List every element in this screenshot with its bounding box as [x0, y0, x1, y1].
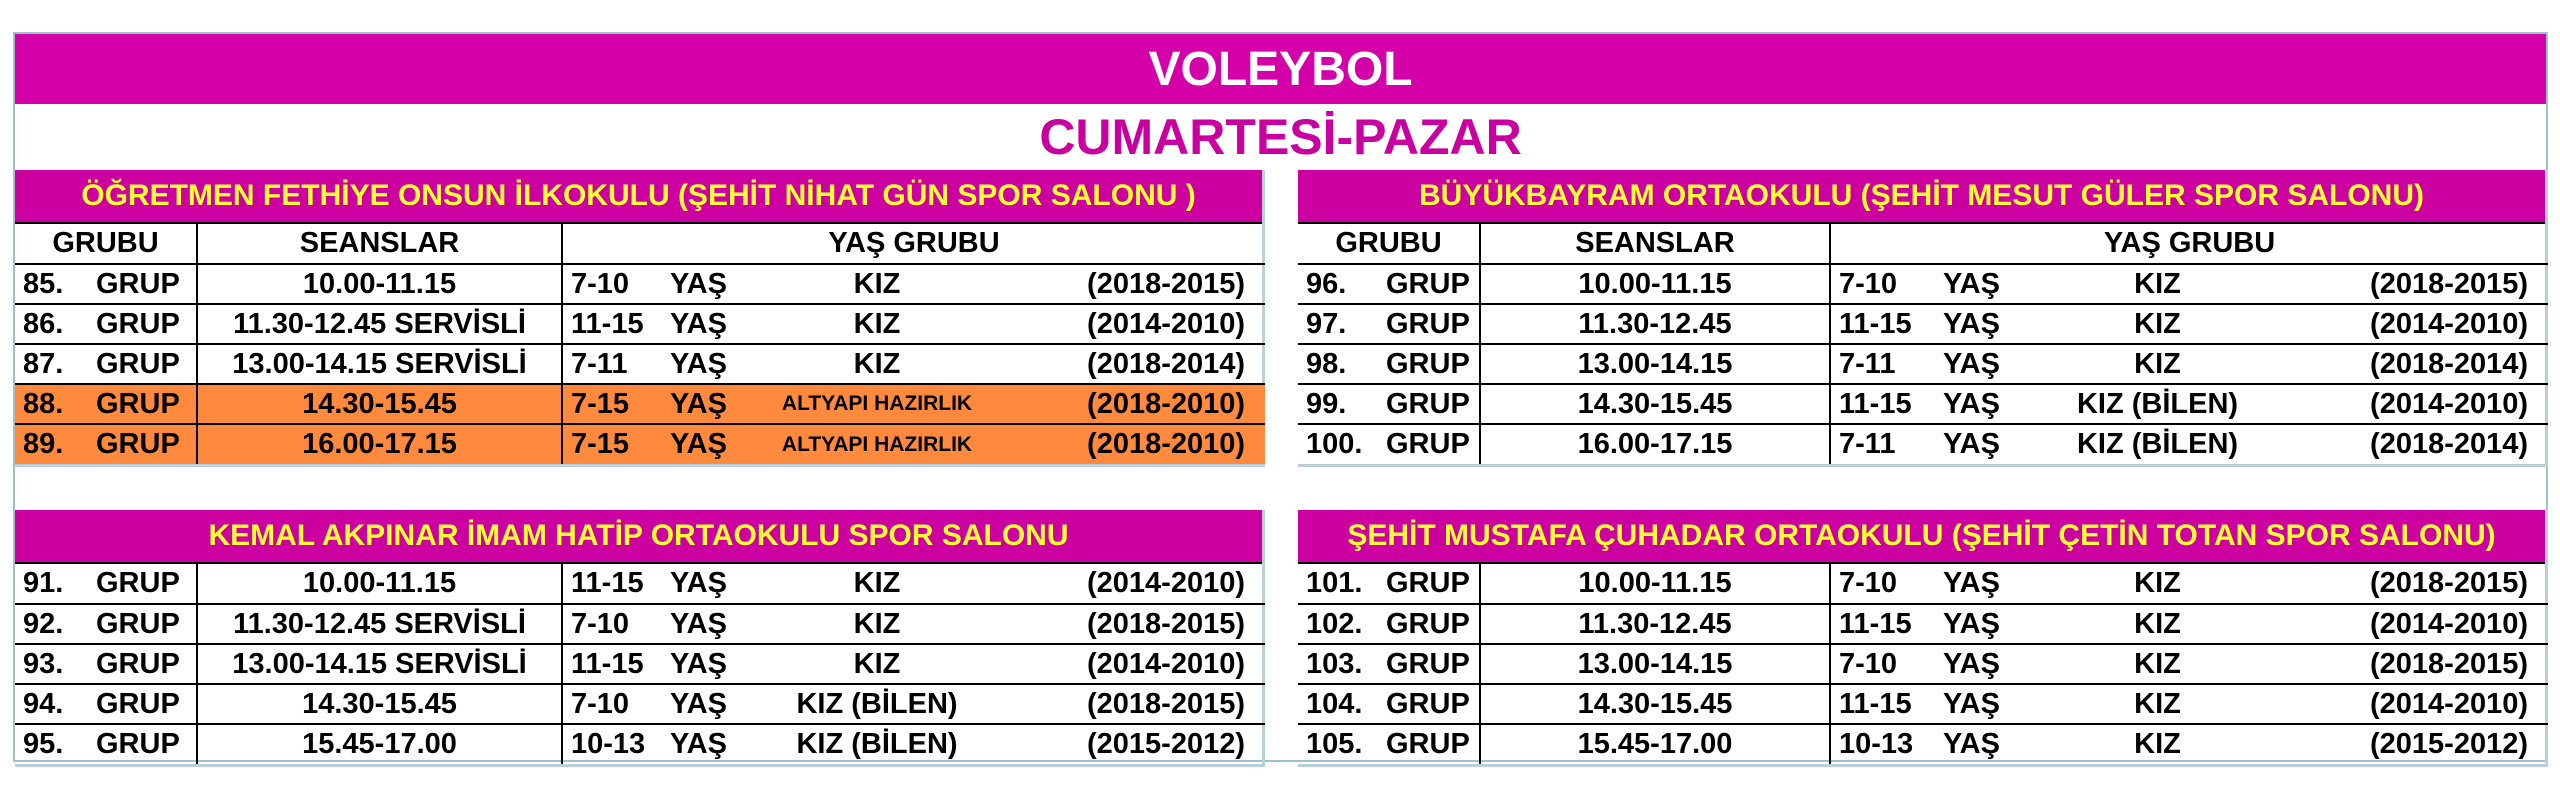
group-label: GRUP: [1378, 264, 1480, 304]
group-number: 92.: [15, 604, 88, 644]
age-label: YAŞ: [662, 684, 752, 724]
age-range: 11-15: [562, 644, 662, 684]
table-row: [15, 684, 1265, 724]
session-time: 11.30-12.45 SERVİSLİ: [197, 604, 562, 644]
schedule-table: [1298, 224, 2548, 464]
age-label: YAŞ: [1935, 564, 2030, 604]
table-row: [15, 604, 1265, 644]
age-label: YAŞ: [662, 304, 752, 344]
age-label: YAŞ: [662, 384, 752, 424]
session-time: 15.45-17.00: [197, 724, 562, 764]
group-label: GRUP: [1378, 424, 1480, 464]
age-range: 7-11: [1830, 344, 1935, 384]
age-range: 7-10: [1830, 564, 1935, 604]
group-label: GRUP: [1378, 344, 1480, 384]
birth-years: (2018-2010): [1002, 384, 1265, 424]
gender-category: KIZ: [752, 264, 1002, 304]
session-time: 15.45-17.00: [1480, 724, 1830, 764]
table-header-row: [15, 224, 1265, 264]
birth-years: (2014-2010): [1002, 304, 1265, 344]
birth-years: (2014-2010): [1002, 564, 1265, 604]
birth-years: (2018-2015): [2285, 644, 2548, 684]
session-time: 10.00-11.15: [1480, 564, 1830, 604]
birth-years: (2018-2015): [1002, 684, 1265, 724]
birth-years: (2015-2012): [2370, 728, 2528, 760]
panel-title: BÜYÜKBAYRAM ORTAOKULU (ŞEHİT MESUT GÜLER SPOR SALONU): [1298, 170, 2545, 224]
birth-years: (2018-2015): [1002, 264, 1265, 304]
header-yas-grubu: YAŞ GRUBU: [1830, 224, 2548, 264]
session-time: 16.00-17.15: [1480, 424, 1830, 464]
table-row: [1298, 264, 2548, 304]
header-grubu: GRUBU: [15, 224, 197, 264]
gender-category: KIZ (BİLEN): [796, 728, 958, 760]
age-range: 11-15: [562, 564, 662, 604]
group-label: GRUP: [88, 384, 197, 424]
group-label: GRUP: [88, 604, 197, 644]
group-label: GRUP: [1378, 384, 1480, 424]
group-label: GRUP: [88, 724, 197, 764]
table-row: [1298, 304, 2548, 344]
session-time: 14.30-15.45: [1480, 384, 1830, 424]
group-label: GRUP: [88, 644, 197, 684]
gender-category: KIZ: [2030, 684, 2285, 724]
gender-category: KIZ: [752, 344, 1002, 384]
group-number: 101.: [1298, 564, 1378, 604]
age-label: YAŞ: [1935, 344, 2030, 384]
age-range: 11-15: [1830, 384, 1935, 424]
birth-years: (2018-2014): [1002, 344, 1265, 384]
panel-title: ÖĞRETMEN FETHİYE ONSUN İLKOKULU (ŞEHİT NİHAT GÜN SPOR SALONU ): [15, 170, 1262, 224]
age-label: YAŞ: [1935, 304, 2030, 344]
panel-buyukbayram: [1298, 170, 2548, 467]
group-number: 85.: [15, 264, 88, 304]
gender-category: KIZ (BİLEN): [752, 684, 1002, 724]
page-subtitle: CUMARTESİ-PAZAR: [15, 106, 2546, 168]
table-row-highlighted: [15, 384, 1265, 424]
schedule-table: [15, 224, 1265, 464]
group-number: 89.: [15, 424, 88, 464]
group-number: 96.: [1298, 264, 1378, 304]
gender-category: KIZ: [752, 604, 1002, 644]
gender-category: ALTYAPI HAZIRLIK: [752, 424, 1002, 464]
gender-category: KIZ: [2030, 644, 2285, 684]
group-label: GRUP: [1378, 564, 1480, 604]
group-number: 87.: [15, 344, 88, 384]
session-time: 13.00-14.15: [1480, 344, 1830, 384]
header-seanslar: SEANSLAR: [197, 224, 562, 264]
group-label: GRUP: [88, 684, 197, 724]
age-label: YAŞ: [1935, 264, 2030, 304]
birth-years: (2015-2012): [1087, 728, 1245, 760]
age-range: 7-10: [562, 684, 662, 724]
age-range: 7-11: [1839, 428, 1896, 460]
group-number: 102.: [1298, 604, 1378, 644]
table-row: [1298, 424, 2548, 464]
age-range: 11-15: [1830, 684, 1935, 724]
birth-years: (2018-2015): [2285, 564, 2548, 604]
group-number: 98.: [1298, 344, 1378, 384]
age-label: YAŞ: [1935, 644, 2030, 684]
session-time: 11.30-12.45: [1480, 304, 1830, 344]
age-label: YAŞ: [662, 604, 752, 644]
group-number: 94.: [15, 684, 88, 724]
gender-category: KIZ: [752, 304, 1002, 344]
group-number: 93.: [15, 644, 88, 684]
age-range: 7-15: [562, 424, 662, 464]
group-number: 99.: [1298, 384, 1378, 424]
gender-category: KIZ (BİLEN): [2030, 384, 2285, 424]
age-range: 11-15: [1830, 304, 1935, 344]
age-range: 7-10: [562, 264, 662, 304]
session-time: 14.30-15.45: [197, 384, 562, 424]
group-number: 91.: [15, 564, 88, 604]
group-number: 86.: [15, 304, 88, 344]
birth-years: (2014-2010): [2285, 304, 2548, 344]
session-time: 10.00-11.15: [1480, 264, 1830, 304]
table-row: [1298, 344, 2548, 384]
table-row: [15, 644, 1265, 684]
schedule-table: [1298, 564, 2548, 764]
birth-years: (2018-2015): [2285, 264, 2548, 304]
group-label: GRUP: [88, 264, 197, 304]
panel-kemal-akpinar: [15, 510, 1265, 767]
birth-years: (2014-2010): [1002, 644, 1265, 684]
gender-category: KIZ: [752, 644, 1002, 684]
age-range: 10-13: [571, 728, 646, 760]
group-number: 97.: [1298, 304, 1378, 344]
group-label: GRUP: [1378, 724, 1480, 764]
age-label: YAŞ: [1935, 384, 2030, 424]
table-row: [1298, 684, 2548, 724]
session-time: 11.30-12.45 SERVİSLİ: [197, 304, 562, 344]
session-time: 13.00-14.15: [1480, 644, 1830, 684]
table-row: [15, 724, 1265, 764]
group-label: GRUP: [1378, 684, 1480, 724]
birth-years: (2014-2010): [2285, 384, 2548, 424]
age-label: YAŞ: [662, 564, 752, 604]
group-number: 105.: [1306, 728, 1363, 760]
gender-category: KIZ: [2030, 564, 2285, 604]
age-label: YAŞ: [662, 424, 752, 464]
group-label: GRUP: [1378, 604, 1480, 644]
session-time: 14.30-15.45: [197, 684, 562, 724]
session-time: 10.00-11.15: [197, 264, 562, 304]
table-row-highlighted: [15, 424, 1265, 464]
table-row: [15, 264, 1265, 304]
birth-years: (2014-2010): [2285, 604, 2548, 644]
group-label: GRUP: [1378, 644, 1480, 684]
group-number: 100.: [1306, 428, 1363, 460]
header-grubu: GRUBU: [1298, 224, 1480, 264]
age-label: YAŞ: [1935, 604, 2030, 644]
group-number: 103.: [1298, 644, 1378, 684]
group-label: GRUP: [1378, 304, 1480, 344]
group-label: GRUP: [88, 344, 197, 384]
gender-category: ALTYAPI HAZIRLIK: [752, 384, 1002, 424]
table-row: [1298, 604, 2548, 644]
age-label: YAŞ: [1935, 684, 2030, 724]
group-number: 104.: [1298, 684, 1378, 724]
panel-ogretmen-fethiye: [15, 170, 1265, 467]
age-range: 7-10: [1830, 264, 1935, 304]
group-number: 88.: [15, 384, 88, 424]
gender-category: KIZ (BİLEN): [2076, 428, 2239, 460]
birth-years: (2014-2010): [2285, 684, 2548, 724]
panel-title: ŞEHİT MUSTAFA ÇUHADAR ORTAOKULU (ŞEHİT ÇETİN TOTAN SPOR SALONU): [1298, 510, 2545, 564]
page-title: VOLEYBOL: [15, 34, 2546, 104]
group-label: GRUP: [88, 564, 197, 604]
group-label: GRUP: [88, 304, 197, 344]
table-row: [15, 564, 1265, 604]
gender-category: KIZ: [2134, 728, 2181, 760]
schedule-sheet: [13, 32, 2548, 762]
age-range: 11-15: [1830, 604, 1935, 644]
age-range: 7-15: [562, 384, 662, 424]
session-time: 10.00-11.15: [197, 564, 562, 604]
age-range: 7-10: [562, 604, 662, 644]
age-label: YAŞ: [662, 344, 752, 384]
age-range: 11-15: [562, 304, 662, 344]
table-header-row: [1298, 224, 2548, 264]
age-label: YAŞ: [662, 264, 752, 304]
header-yas-grubu: YAŞ GRUBU: [562, 224, 1265, 264]
age-range: 7-11: [562, 344, 662, 384]
gender-category: KIZ: [2030, 344, 2285, 384]
table-row: [1298, 564, 2548, 604]
birth-years: (2018-2014): [2285, 344, 2548, 384]
table-row: [1298, 644, 2548, 684]
group-number: 95.: [23, 728, 64, 760]
session-time: 14.30-15.45: [1480, 684, 1830, 724]
table-row: [1298, 384, 2548, 424]
session-time: 13.00-14.15 SERVİSLİ: [197, 344, 562, 384]
table-row: [15, 304, 1265, 344]
gender-category: KIZ: [752, 564, 1002, 604]
age-label: YAŞ: [1943, 428, 2000, 460]
birth-years: (2018-2015): [1002, 604, 1265, 644]
panel-sehit-mustafa-cuhadar: [1298, 510, 2548, 767]
birth-years: (2018-2014): [2370, 428, 2529, 460]
header-seanslar: SEANSLAR: [1480, 224, 1830, 264]
age-range: 7-10: [1830, 644, 1935, 684]
session-time: 11.30-12.45: [1480, 604, 1830, 644]
session-time: 16.00-17.15: [197, 424, 562, 464]
age-label: YAŞ: [662, 644, 752, 684]
gender-category: KIZ: [2030, 304, 2285, 344]
age-label: YAŞ: [670, 728, 727, 760]
age-range: 10-13: [1839, 728, 1914, 760]
group-label: GRUP: [88, 424, 197, 464]
table-row: [1298, 724, 2548, 764]
birth-years: (2018-2010): [1002, 424, 1265, 464]
schedule-table: [15, 564, 1265, 764]
gender-category: KIZ: [2030, 264, 2285, 304]
table-row: [15, 344, 1265, 384]
session-time: 13.00-14.15 SERVİSLİ: [197, 644, 562, 684]
gender-category: KIZ: [2030, 604, 2285, 644]
age-label: YAŞ: [1943, 728, 2000, 760]
panel-title: KEMAL AKPINAR İMAM HATİP ORTAOKULU SPOR SALONU: [15, 510, 1262, 564]
